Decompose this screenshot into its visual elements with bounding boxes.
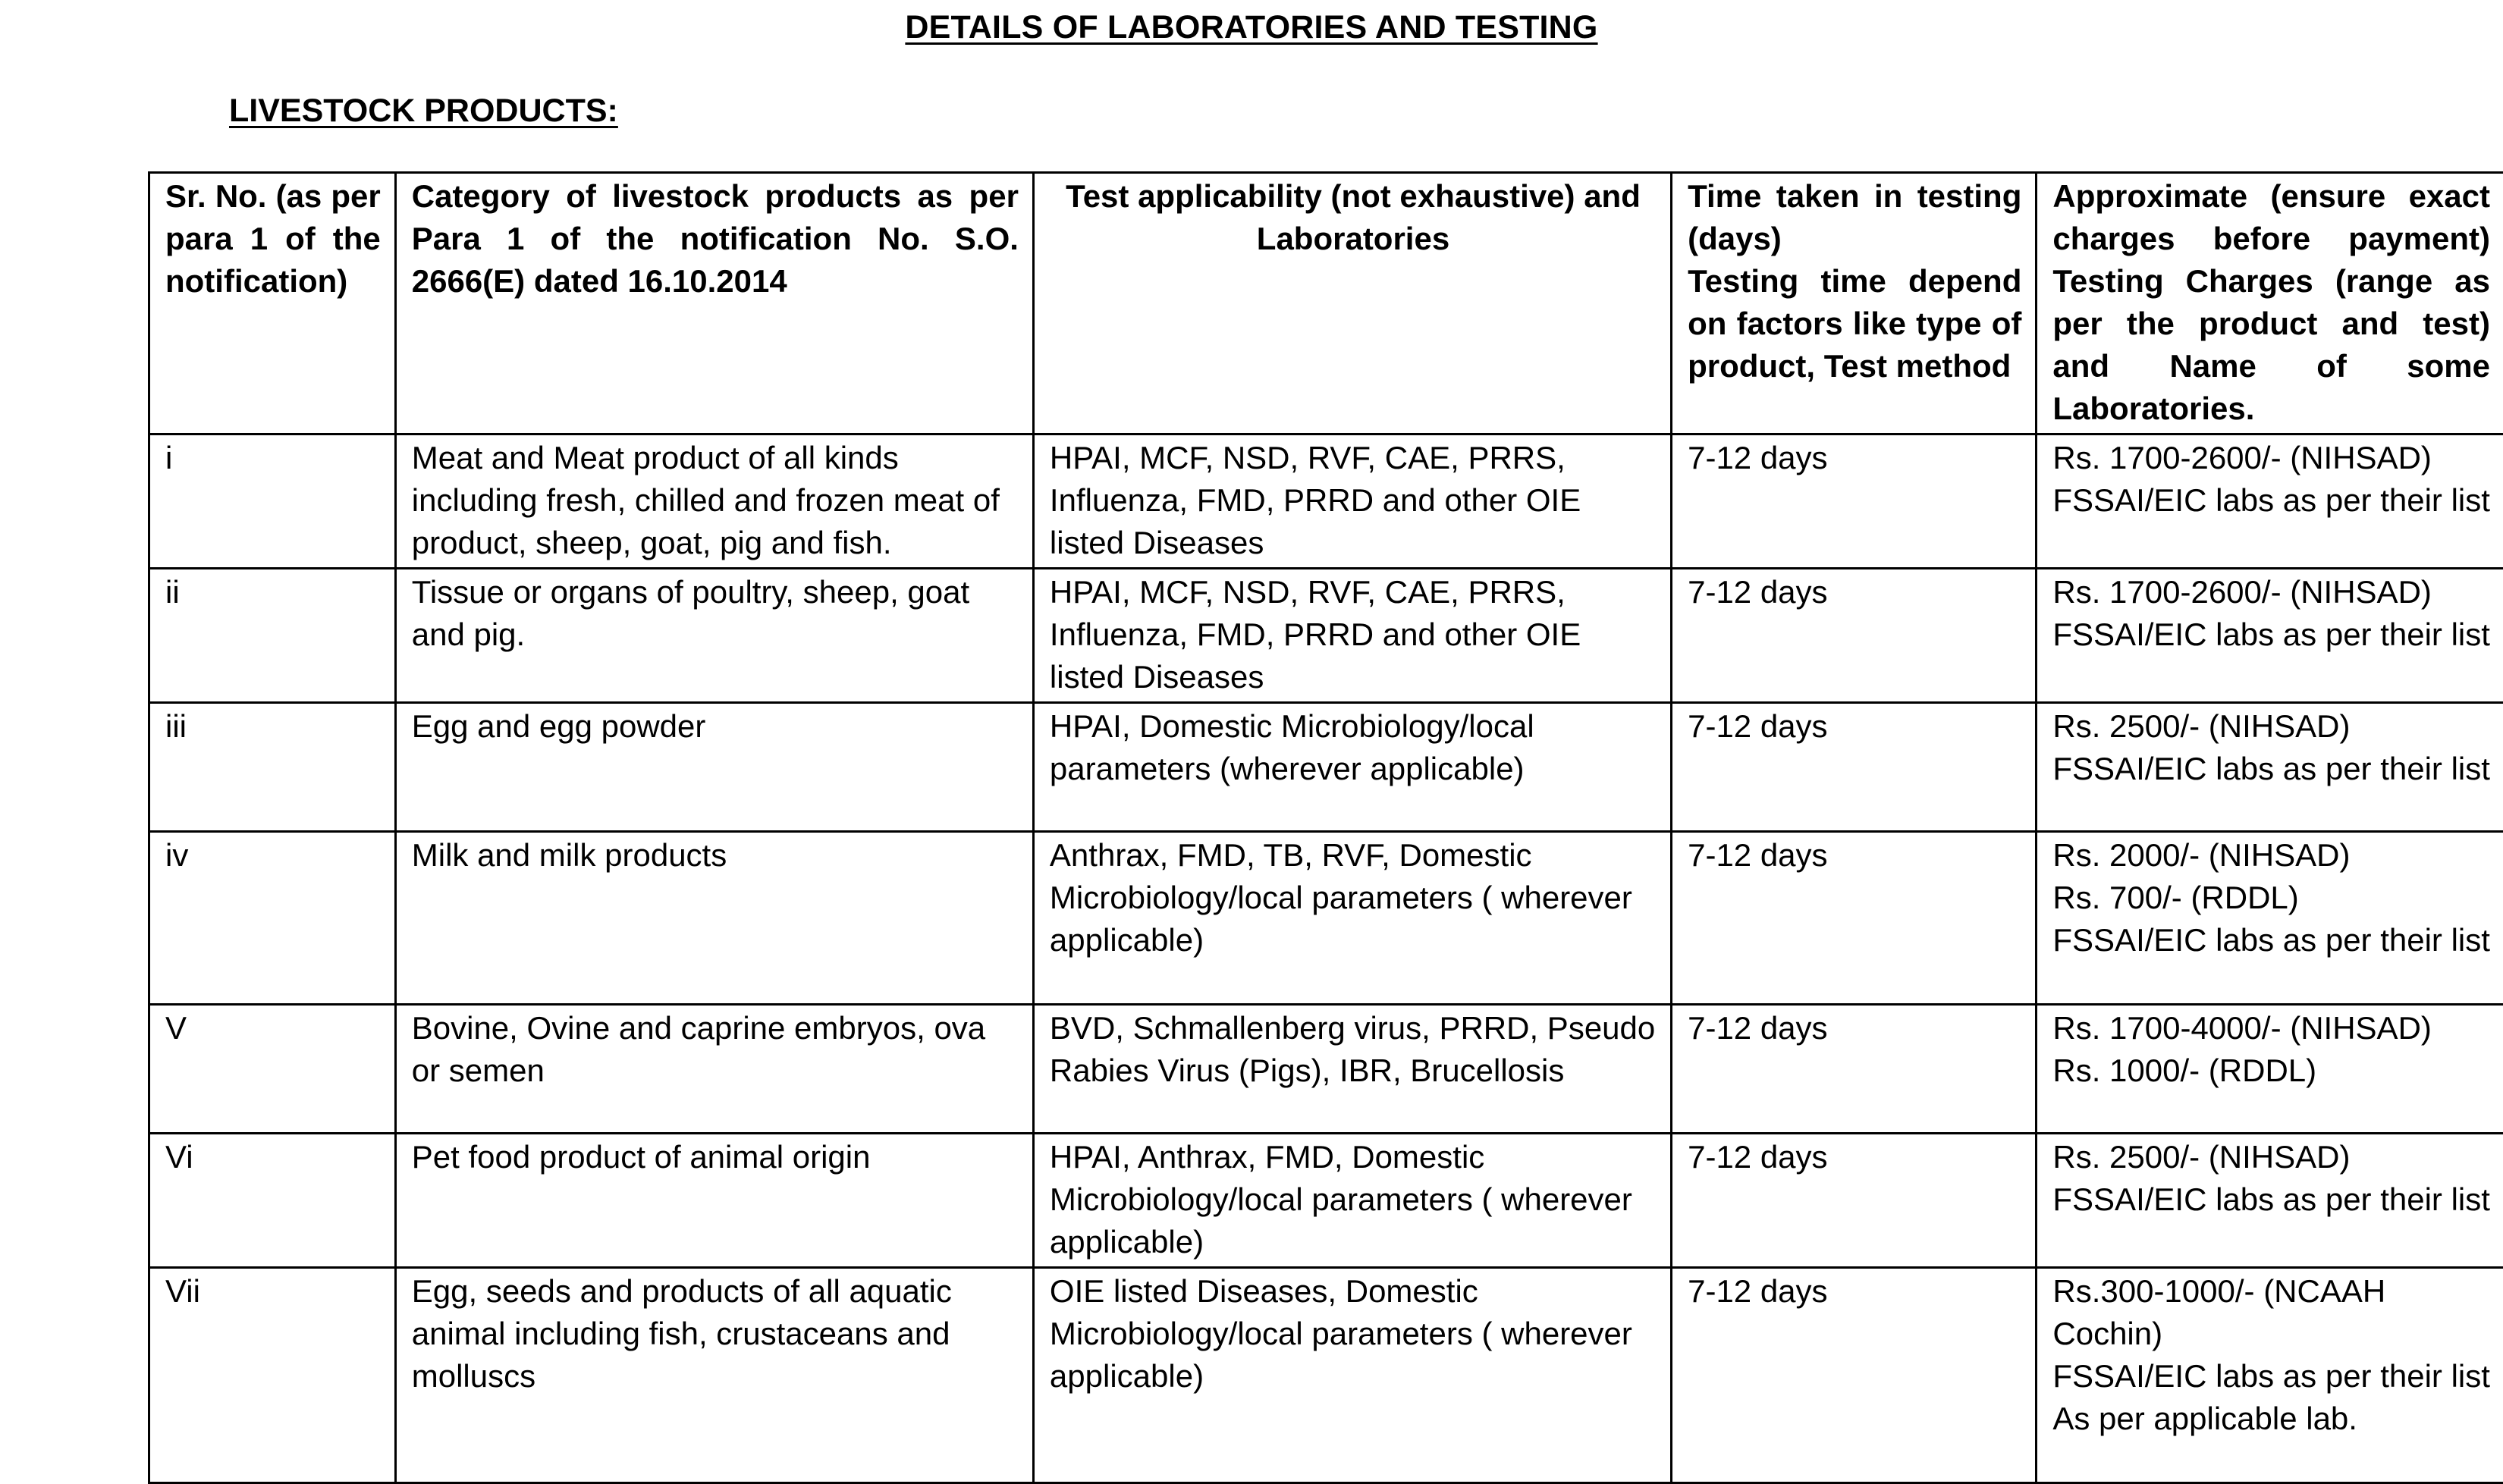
charge-line: Rs.300-1000/- (NCAAH Cochin) [2052, 1270, 2490, 1355]
charge-line: FSSAI/EIC labs as per their list [2052, 613, 2490, 656]
row-test: OIE listed Diseases, Domestic Microbiology/local parameters ( wherever applicable) [1033, 1268, 1671, 1483]
row-test: Anthrax, FMD, TB, RVF, Domestic Microbiology/local parameters ( wherever applicable) [1033, 832, 1671, 1005]
row-charges [2037, 1268, 2503, 1483]
row-time: 7-12 days [1672, 1134, 2037, 1268]
laboratories-table [148, 171, 2503, 1484]
charge-line: Rs. 1700-2600/- (NIHSAD) [2052, 571, 2490, 613]
row-time: 7-12 days [1672, 1005, 2037, 1134]
table-row [149, 832, 2503, 1005]
row-test: BVD, Schmallenberg virus, PRRD, Pseudo Rabies Virus (Pigs), IBR, Brucellosis [1033, 1005, 1671, 1134]
table-row [149, 435, 2503, 569]
row-sr-no: iii [149, 703, 396, 832]
table-row [149, 703, 2503, 832]
row-charges [2037, 832, 2503, 1005]
row-sr-no: ii [149, 569, 396, 703]
charge-line: FSSAI/EIC labs as per their list [2052, 919, 2490, 962]
row-category: Egg, seeds and products of all aquatic animal including fish, crustaceans and molluscs [395, 1268, 1033, 1483]
header-category: Category of livestock products as per Para 1 of the notification No. S.O. 2666(E) dated 16.10.2014 [395, 173, 1033, 435]
row-category: Meat and Meat product of all kinds including fresh, chilled and frozen meat of product, sheep, goat, pig and fish. [395, 435, 1033, 569]
row-charges [2037, 1134, 2503, 1268]
table-row [149, 1134, 2503, 1268]
row-charges [2037, 569, 2503, 703]
charge-line: Rs. 2000/- (NIHSAD) [2052, 834, 2490, 877]
section-title: LIVESTOCK PRODUCTS: [229, 93, 618, 130]
row-category: Pet food product of animal origin [395, 1134, 1033, 1268]
charge-line: FSSAI/EIC labs as per their list [2052, 479, 2490, 522]
charge-line: Rs. 700/- (RDDL) [2052, 877, 2490, 919]
table-row [149, 1268, 2503, 1483]
charge-line: FSSAI/EIC labs as per their list [2052, 1355, 2490, 1398]
row-category: Bovine, Ovine and caprine embryos, ova or semen [395, 1005, 1033, 1134]
charge-line: FSSAI/EIC labs as per their list [2052, 748, 2490, 790]
charge-line: As per applicable lab. [2052, 1398, 2490, 1440]
header-charges: Approximate (ensure exact charges before payment) Testing Charges (range as per the product and test) and Name of some Laboratories. [2037, 173, 2503, 435]
row-test: HPAI, MCF, NSD, RVF, CAE, PRRS, Influenza, FMD, PRRD and other OIE listed Diseases [1033, 569, 1671, 703]
row-charges [2037, 1005, 2503, 1134]
row-category: Egg and egg powder [395, 703, 1033, 832]
charge-line: Rs. 1000/- (RDDL) [2052, 1049, 2490, 1092]
table-row [149, 1005, 2503, 1134]
row-time: 7-12 days [1672, 569, 2037, 703]
row-test: HPAI, Domestic Microbiology/local parameters (wherever applicable) [1033, 703, 1671, 832]
row-time: 7-12 days [1672, 435, 2037, 569]
row-sr-no: iv [149, 832, 396, 1005]
header-time-line-1: Time taken in testing (days) [1688, 175, 2021, 260]
header-test-applicability: Test applicability (not exhaustive) and Laboratories [1033, 173, 1671, 435]
row-sr-no: Vii [149, 1268, 396, 1483]
document-title: DETAILS OF LABORATORIES AND TESTING [0, 9, 2503, 46]
row-time: 7-12 days [1672, 703, 2037, 832]
row-test: HPAI, Anthrax, FMD, Domestic Microbiology/local parameters ( wherever applicable) [1033, 1134, 1671, 1268]
row-sr-no: Vi [149, 1134, 396, 1268]
row-category: Milk and milk products [395, 832, 1033, 1005]
header-time-line-2: Testing time depend on factors like type of product, Test method [1688, 260, 2021, 387]
row-charges [2037, 703, 2503, 832]
row-time: 7-12 days [1672, 832, 2037, 1005]
charge-line: FSSAI/EIC labs as per their list [2052, 1178, 2490, 1221]
charge-line: Rs. 1700-2600/- (NIHSAD) [2052, 437, 2490, 479]
row-sr-no: i [149, 435, 396, 569]
charge-line: Rs. 2500/- (NIHSAD) [2052, 705, 2490, 748]
table-header-row [149, 173, 2503, 435]
row-sr-no: V [149, 1005, 396, 1134]
row-charges [2037, 435, 2503, 569]
table-row [149, 569, 2503, 703]
charge-line: Rs. 2500/- (NIHSAD) [2052, 1136, 2490, 1178]
row-test: HPAI, MCF, NSD, RVF, CAE, PRRS, Influenza, FMD, PRRD and other OIE listed Diseases [1033, 435, 1671, 569]
charge-line: Rs. 1700-4000/- (NIHSAD) [2052, 1007, 2490, 1049]
row-time: 7-12 days [1672, 1268, 2037, 1483]
header-sr-no: Sr. No. (as per para 1 of the notification) [149, 173, 396, 435]
row-category: Tissue or organs of poultry, sheep, goat and pig. [395, 569, 1033, 703]
header-time-taken [1672, 173, 2037, 435]
